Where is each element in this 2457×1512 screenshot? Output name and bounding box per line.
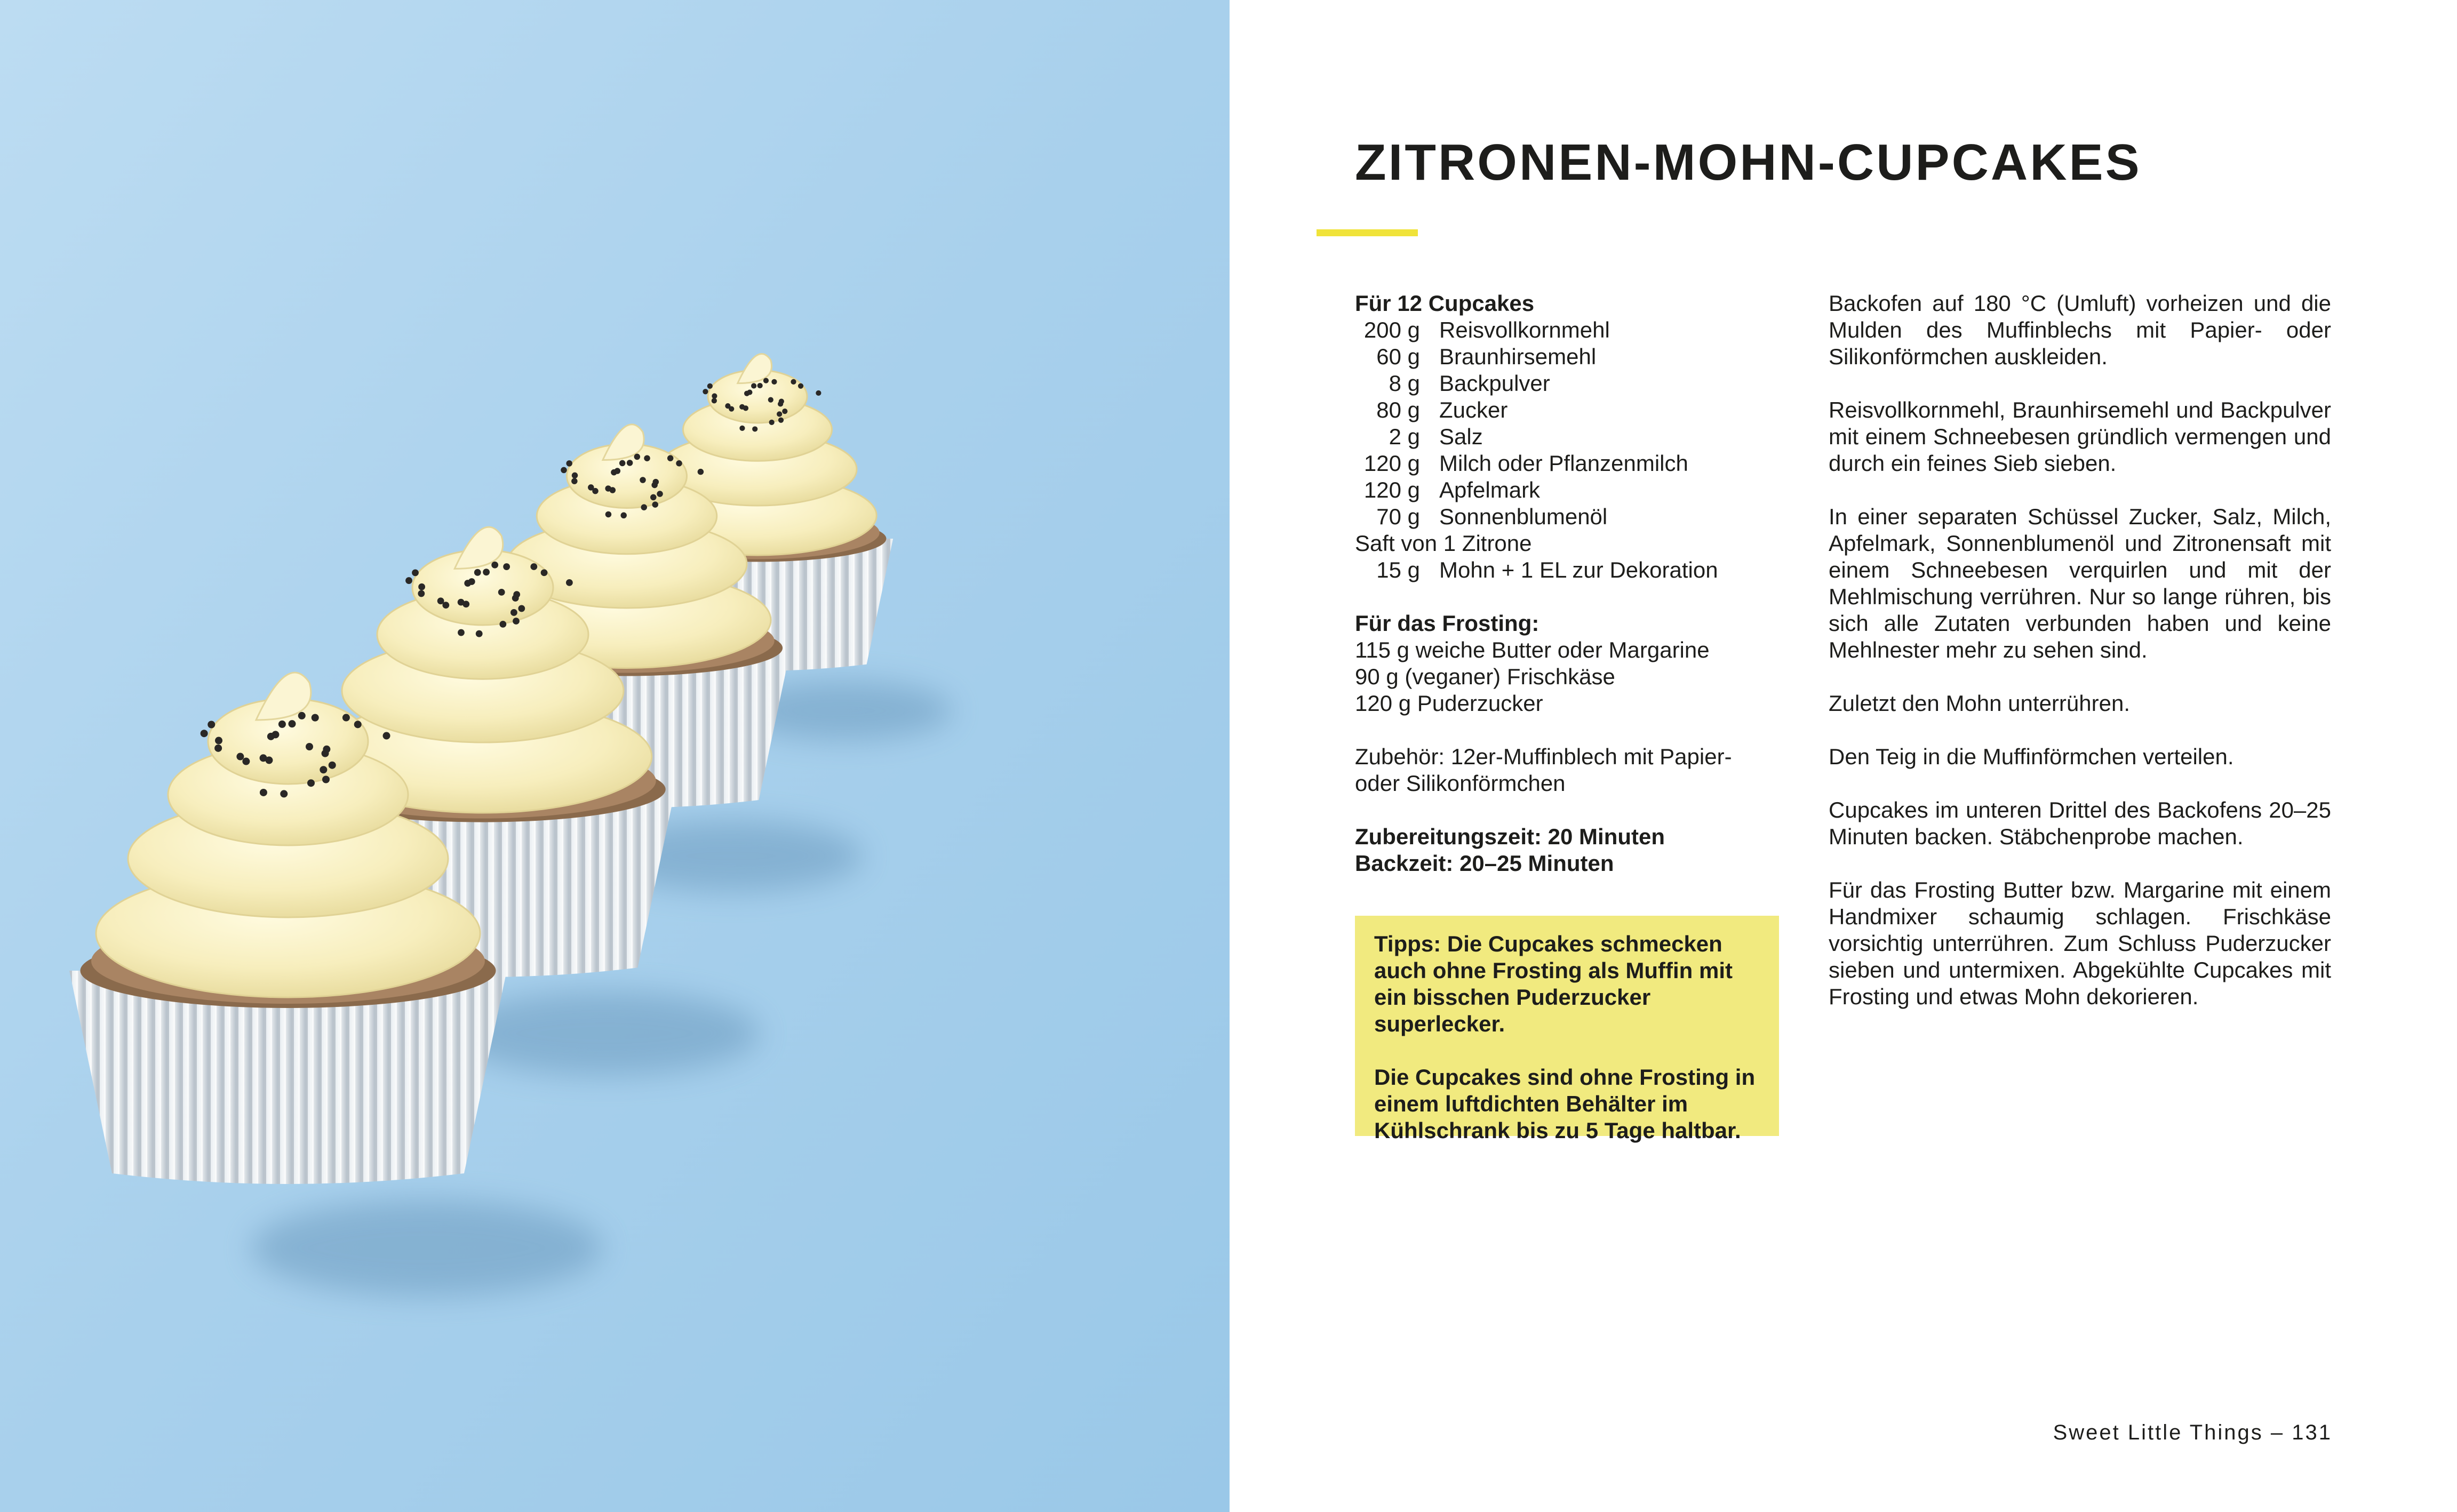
frosting-item: 90 g (veganer) Frischkäse: [1355, 664, 1615, 689]
ingredient-item: [1355, 557, 1792, 583]
ingredient-name: Mohn + 1 EL zur Dekoration: [1439, 557, 1718, 582]
instruction-step: Cupcakes im unteren Drittel des Backofens 20–25 Minuten backen. Stäbchenprobe machen.: [1829, 797, 2331, 849]
ingredient-name: Braunhirsemehl: [1439, 344, 1597, 369]
ingredient-name: Milch oder Pflanzenmilch: [1439, 451, 1688, 476]
instruction-step: Reisvollkornmehl, Braunhirsemehl und Backpulver mit einem Schneebesen gründlich vermengen und durch ein feines Sieb sieben.: [1829, 397, 2331, 476]
bake-time: Backzeit: 20–25 Minuten: [1355, 851, 1614, 876]
ingredient-item: [1355, 370, 1792, 397]
spacer: [1355, 583, 1792, 610]
spacer: [1355, 717, 1792, 743]
instruction-step: Den Teig in die Muffinförmchen verteilen.: [1829, 744, 2234, 769]
tip-text: Die Cupcakes sind ohne Frosting in einem luftdichten Behälter im Kühlschrank bis zu 5 Tage haltbar.: [1374, 1065, 1756, 1143]
ingredient-qty: 70 g: [1376, 504, 1420, 529]
ingredient-name: Sonnenblumenöl: [1439, 504, 1608, 529]
ingredient-qty: 120 g: [1363, 477, 1420, 502]
ingredients-heading: Für 12 Cupcakes: [1355, 291, 1535, 316]
equipment-line: Zubehör: 12er-Muffinblech mit Papier-: [1355, 744, 1732, 769]
ingredient-lemon: Saft von 1 Zitrone: [1355, 531, 1532, 556]
equipment-line: oder Silikonförmchen: [1355, 771, 1566, 796]
ingredient-qty: 8 g: [1389, 371, 1420, 396]
instruction-step: Zuletzt den Mohn unterrühren.: [1829, 691, 2130, 716]
ingredient-qty: 2 g: [1389, 424, 1420, 449]
ingredient-item: [1355, 450, 1792, 477]
ingredient-qty: 15 g: [1376, 557, 1420, 582]
instruction-step: Backofen auf 180 °C (Umluft) vorheizen und die Mulden des Muffinblechs mit Papier- oder Silikonförmchen auskleiden.: [1829, 291, 2331, 369]
tips-box: [1355, 916, 1779, 1143]
ingredient-name: Zucker: [1439, 397, 1508, 422]
ingredient-qty: 80 g: [1376, 397, 1420, 422]
ingredient-qty: 120 g: [1363, 451, 1420, 476]
ingredient-item: [1355, 423, 1792, 450]
prep-time: Zubereitungszeit: 20 Minuten: [1355, 824, 1665, 849]
title-underline: [1317, 229, 1418, 236]
ingredient-item: [1355, 343, 1792, 370]
ingredient-name: Reisvollkornmehl: [1439, 317, 1610, 342]
ingredients-column: [1355, 290, 1792, 877]
frosting-item: 120 g Puderzucker: [1355, 691, 1543, 716]
ingredient-name: Backpulver: [1439, 371, 1550, 396]
ingredient-name: Apfelmark: [1439, 477, 1541, 502]
frosting-item: 115 g weiche Butter oder Margarine: [1355, 637, 1710, 662]
instruction-step: Für das Frosting Butter bzw. Margarine mit einem Handmixer schaumig schlagen. Frischkäse vorsichtig unterrühren. Zum Schluss Puderzucker sieben und untermixen. Abgekühlte Cupcakes mit Frosting und etwas Mohn dekorieren.: [1829, 877, 2331, 1009]
page-footer: Sweet Little Things – 131: [2053, 1421, 2332, 1444]
ingredient-qty: 200 g: [1363, 317, 1420, 342]
ingredient-item: [1355, 397, 1792, 423]
ingredient-qty: 60 g: [1376, 344, 1420, 369]
ingredient-item: [1355, 503, 1792, 530]
instruction-step: In einer separaten Schüssel Zucker, Salz, Milch, Apfelmark, Sonnenblumenöl und Zitronensaft mit einem Schneebesen verquirlen und mit der Mehlmischung verrühren. Nur so lange rühren, bis sich alle Zutaten verbunden haben und keine Mehlnester mehr zu sehen sind.: [1829, 504, 2331, 662]
ingredient-item: [1355, 477, 1792, 503]
ingredient-name: Salz: [1439, 424, 1483, 449]
page-title: ZITRONEN-MOHN-CUPCAKES: [1355, 134, 2142, 191]
frosting-heading: Für das Frosting:: [1355, 611, 1539, 636]
ingredient-item: [1355, 317, 1792, 343]
instructions-column: [1829, 290, 2331, 1037]
tip-text: Tipps: Die Cupcakes schmecken auch ohne Frosting als Muffin mit ein bisschen Puderzucker superlecker.: [1374, 931, 1733, 1036]
spacer: [1355, 797, 1792, 823]
